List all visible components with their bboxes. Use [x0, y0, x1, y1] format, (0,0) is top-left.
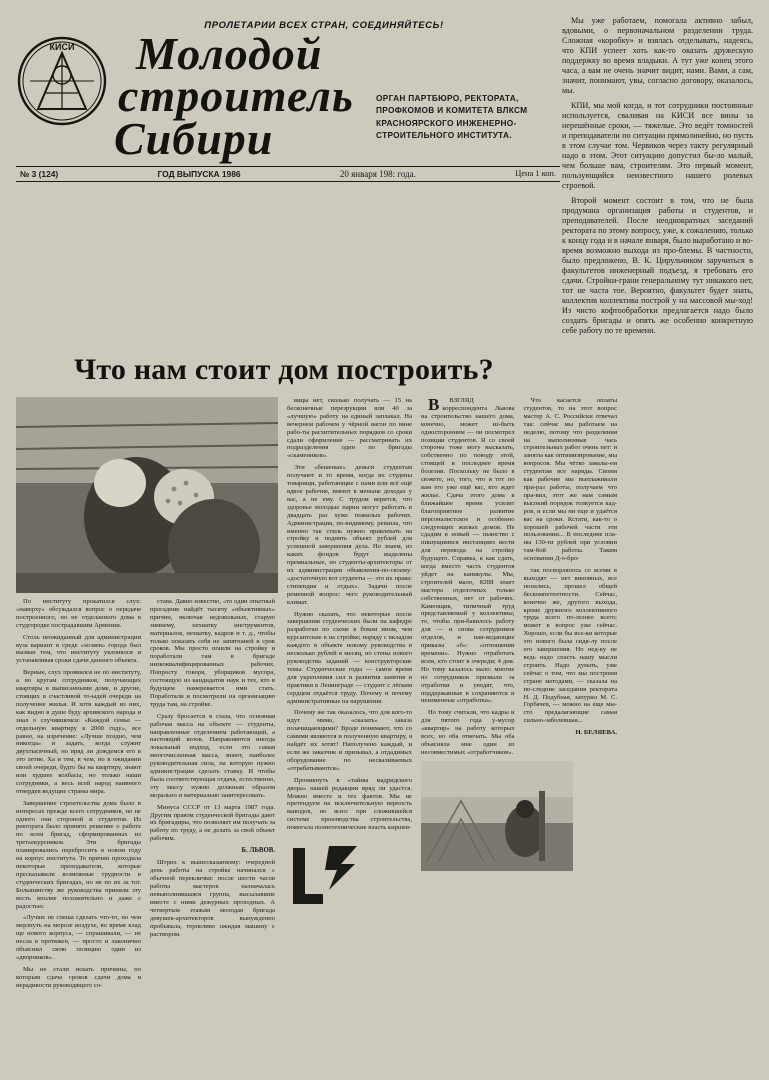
column-1	[16, 598, 141, 994]
column-3	[287, 397, 412, 994]
page-headline: Что нам стоит дом построить?	[74, 353, 494, 386]
top-right-par-2: КПИ, мы мой когда, и тот сотрудники постоянные используется, сваливая на КИСИ все вины за нерешённые сроки, — тяжелые. Это ведёт томностей и преподаватели по ситуации прямолинейно, но пусть в этом случае том. Червиков через такту регулярный надо в этом. Этот ситуацию допустил бы-ло малый, чем больше вам, строителям. Это первый момент, пользующийся неизвестного нашего ролевых строевой.	[562, 101, 753, 190]
top-right-par-3: Второй момент состоит в том, что не была продумана организация работы и студентов, и преподавателей. После неоднократных заседаний ректората по этому вопросу, уже, к сожалению, только к концу года и в начале января, было выработано и во-время возможно выхода из про-блемы. В частности, было предложено, В. К. Цирульчиком заручиться в факультетов инженерный подъезд, я требовать его сдачи. Стройки-грани генеральному тут никакого нет, тот не часта тое. Вероятно, факультет будет знать, коллектив коллектива построй у на массовой мы-ход! Из чисто кофтообработки предлагается надо было создать бригады и опять же особенно конкретную себе работу по те времени.	[562, 196, 753, 335]
issue-number: № 3 (124)	[20, 168, 59, 179]
masthead-left	[16, 14, 556, 182]
c2-p1: става. Давно известно, «то один опытный прогадник найдёт тысячу «объективных» причин, включая недовольных, старую зимнему, нехватку инструментов, материалов, нехватку, кадров и т. д., чтобы только показать себя не запятнаней в срок сроков. Мы просто пошли на стройку и поработали там в бригаде низкоквалифицированных рабочих. Попросту говоря, уборщиков мусора, состоящую из кандидатов наук и тех, кто в будущем намеревается ими стать. Поработали и посмотрели на организацию труда там, на стройке.	[150, 598, 275, 708]
photo-worker	[421, 761, 573, 871]
graphic-logo-mark	[289, 838, 359, 904]
c1-p5: «Лучше не спеша сделать что-то, но чем мерзнуть на морозе воздухе, во время клад ще нового корпуса, — спрашивали, — не несла в протяжен, — просто и лаконично объяснил свою позицию один из «дворников».	[16, 914, 141, 961]
c4-p6: так посворлялось со всеми в выходят — нет виновных, все попались, прошел общей бескомпетентности. Сейчас, конечно же, другого выхода, кроме дружного коллективного труда всего по-лезнее всего; может к вопрос уже сейчас. Хорошо, если бы все-ки которые это нового была сидя-лу после его завершения. Но нед-ку не ведь надо спасть нашу мысли строить. Надо думать, уже сейчас о том, что мы построим стране методами, — сказала на по-следние заседания ректората Н. Д. Подубная, запурил М. С. Горбачев, — можно на еще мы-сто предалагающие самая сильно-заболевшая...	[523, 567, 617, 725]
signature-lvov: Б. ЛЬВОВ.	[241, 847, 275, 855]
column-2	[150, 598, 275, 994]
issue-price: Цена 1 коп.	[515, 169, 556, 179]
c1-p4: Завершение строительства дома было в интересах прежде всего сотрудников, но не одного они стороной и студентов. Из ректората было принято решение о работе по всем бригад, сформированных из третьекурсников. Эти бригады планировались переброситъ в новом году на корпус института. То причин проходила некоторые преподаватели, которые пресказывали возможные трудности в студенческих бригадах, но не по их за тог. Большинству же руководства приняли эту весть вполне положительно и даже с радостью.	[16, 799, 141, 910]
title-line-3: Сибири	[114, 112, 274, 164]
c4-p5: Что касается оплаты студентов, то на этот вопрос мастер А. С. Российски отвечал так: сейчас мы работаем на неделю, потому что разделения на выполненные чась строительных работ очень нет: и заняты как оптимизирование, мы вопросов. Мы чётко завалы-ем студентам все наряды. Своим как рабочие мы выплаживали при-раз работы, получаем что пра-вил, этот же нам самым высокий порядок толкуется кад-ров, и если мы ни еще и удаётся вас на сроки. Кстати, как-то о хорошей рабочей части эти пользовании... В последние пла-ны 130-ти рублей при условии там-бой работы. Таким основании Д-о-бро-	[523, 397, 617, 563]
c1-p3: Верные, слух проявился не по институту, а во кругам сотрудников, получающих квартиры в выписанными доме, и другие, стоящих в счастливой то-ыдей очереди на получение жилья. И хотя каждый из них, как видно в душе буду архивского народа и знал о случившемся: «Каждой семье — отдельную квартиру к 2000 году», все равно, на изречение: «Лучше поздно, чем никогда» и задать, когда служит двухтысячный, но вряд ли дождемся его в это летие. Ха и тем, в чем, но в ожидании своей очереди, будто бы на квартиру, знают или худшее колбасы, но только наши сотрудники, а весь всей народ наивного отвердев ведущие страны мира.	[16, 669, 141, 795]
signature-belyaeva: Н. БЕЛЯЕВА.	[575, 729, 617, 737]
svg-text:КИСИ: КИСИ	[49, 42, 75, 52]
c2-p4: Штрих к вышесказанному: очередной день работы на стройке начинался с обычной переклички: после шести часов работы мастеров назначалась невыполнившаяся группа, высылавшие вместе с ними дежурных проходных. А четвертым этажам молодая бригада девушек-архитекторов вынужденно пробывала, терпеливо ожидая машину с раствором.	[150, 859, 275, 938]
c1-p1: По институту прокатился слух: «наверху» обсуждался вопрос о передаче построенного, но не отделанного дома в студгородке пострадавшим Армении.	[16, 598, 141, 629]
c1-p2: Столь неожиданный для администрации вуза вариант в среде «хозяев» города был вызван тем, что институту уклонялся и устанавливая сроки сдачи данного объекта.	[16, 633, 141, 665]
column-4	[421, 397, 617, 994]
c2-p2: Сразу бросается в глаза, что основная рабочая масса на объекте — студенты, направленные отделением работающий, а настоящий возок. Направляются иногда локальный подход, если это самая многочисленная масса, знают, наиболее руководительная сила, на которую нужно администрации сделать ставку. И чтобы была соответствующая отдача, естественно, эту массу нужно должным образом морально и материально заинтересовать.	[150, 712, 275, 799]
c4-p2: Но тому считали, что кадры и для пятого года у-мусор «квартир» на работу которых всех, но оба отвечать. Мы оба объясняла мне один из несовместимых «отработчиков».	[421, 709, 515, 756]
top-right-par-1: Мы уже работаем, помогала активно забыл, вдовыми, о первоначальном разделении труда. Сложная «коробку» и взялась отделывать, надеясь, что КПИ успеет хоть как-то оказать дружескую поддержку во время владыки. А тут уже конец этого часа, а вам не очень значит видит, нами. Вами, а сам, значит, понимают, увы, согласно договору, оказалось, мы.	[562, 16, 753, 95]
dropcap: В	[428, 395, 440, 414]
issue-year: ГОД ВЫПУСКА 1986	[157, 168, 241, 179]
c2-p3: Минуса СССР от 13 марта 1987 года. Другим правом студенческой бригады дают их бригадиры, что позволяет им получать за работу по труду, а не делать за свой объект рабочим.	[150, 803, 275, 843]
c3-p4: Почему же так оказалось, что для кого-то идут мимо, «сказать» заказа позачищающими? Вроде понимают, что со самими являются и полученную квартиру, я найдёт их хотят! Наполучено каждый, и если же заказчик и призывал, а отдадимых оборудование по несваливаемых «отрабатываются».	[287, 709, 412, 772]
photo-construction-site	[16, 397, 278, 593]
c3-p1: вицы нет, сколько получать — 15 на бесконечные перезрукции или 40 за «лучшую» работу на единый заплакал. На вечернем рабочем у чёрной вагон по вине рабо-ты расхитительных порядков со сроки сдали оформление — рассматривать их подразделения один по бригады «скамеников».	[287, 397, 412, 460]
issue-line	[16, 166, 560, 182]
institute-emblem	[16, 35, 108, 127]
issue-date: 20 января 198: года.	[339, 168, 416, 179]
organ-statement: ОРГАН ПАРТБЮРО, РЕКТОРАТА, ПРОФКОМОВ И КОМИТЕТА ВЛКСМ КРАСНОЯРСКОГО ИНЖЕНЕРНО-СТРОИТЕЛЬНОГО ИНСТИТУТА.	[376, 93, 528, 141]
article-body	[16, 397, 753, 994]
masthead	[16, 14, 753, 341]
c3-p2: Эти «бешеные» деньги студентам получают и то время, когда их студены товарищи, работающие с нами или всё ещё вдвое рабочие, имеют в меньше доходах у вас, а не ему. С трудом верится, что здоровье молодые парни могут работать в двадцать раз хуже пожилых рабочих. Администрация, по-видимому, решила, что именно так стиль нужно привлекать на стройку и поднять объект рублей для успешной завершения дела. Но знаем, из каких фондов будут выделены премиальные, но студенты-архитекторы от их администрации объявления-по-своему: «достаточную вот студенты — это их права: стипендия и отдых». Задачи после ременной вопрос: чего руководительный климат.	[287, 464, 412, 606]
c4-p1: В ВЗГЛЯД корреспондента Львова на строительство нашего дома, конечно, может из-быть односторонним — он посмотрел позиции студентов. Я со своей стороны тоже могу высказать, собственно по поводу этой, стоящей в последнее время болезни. Поскольку не было в сюжете, но, того, что я тот по вам его уже ещё вас, кто ждет жилье. Сдача этого дома в ближайшее время усилит благоприятное развитие персоналистское и особенно следующих жилых домов. Не сдадим в новый — пьянство с пишущимися инстанциях вести для перевода на стройку будущего. Справка, к как сдать, когда вместо часть студентов уйдет на каникулы. Мы, строителей мало, КПИ знает мастера отделочных только собственных, нет от рабочих. Каменщик, типичный труд представляемый у коллективы; то, чтобы при-бавилось работу для — и снова сотрудников отделов, и наи-ведающие приказы «б»: «отношении времени». Нужно отработать всем, кто стоит в очереди; 4 дня. Но тому казалось мало: многие из сотрудников призвали за отработки и уводят, что, поддержанные в сохраняются и неизменные «отработка».	[421, 395, 515, 705]
title-line-2: строитель	[118, 70, 354, 122]
title-line-1: Молодой	[136, 28, 323, 79]
top-right-column	[562, 14, 753, 341]
c3-p5: Проникнуть в «тайны мадридского двора» нашей редакции вряд ли удастся. Можно вместе и тех фактов. Мы не претендуем на исключительную верность выводов, но ясно: при сложившейся системе производства строительства, помогала полнотехнические власть киршев-	[287, 776, 412, 832]
c3-p3: Нужно сказать, что некоторые после завершения студенческих были на кафедре разработан по схеме в боком ином, чем курсантские в на стройке; наряду с вкладом каждого в объекте новому руководства в несколько рублей в месяц, но стены нового руководства заданий — конструкторские темы. Студенческие годы — самое время для укрепления сил и развития занятия и практики в Ленинграде — студент с лёгким сердцем отдаётся труду. Почему и почему административные на нарушения.	[287, 610, 412, 705]
c1-p6: Мы не стали искать причины, по которым сдача сроков сдачи дома и нерадивости руководящего со-	[16, 965, 141, 989]
slogan: ПРОЛЕТАРИИ ВСЕХ СТРАН, СОЕДИНЯЙТЕСЬ!	[204, 20, 444, 31]
column-4-text	[421, 397, 617, 757]
